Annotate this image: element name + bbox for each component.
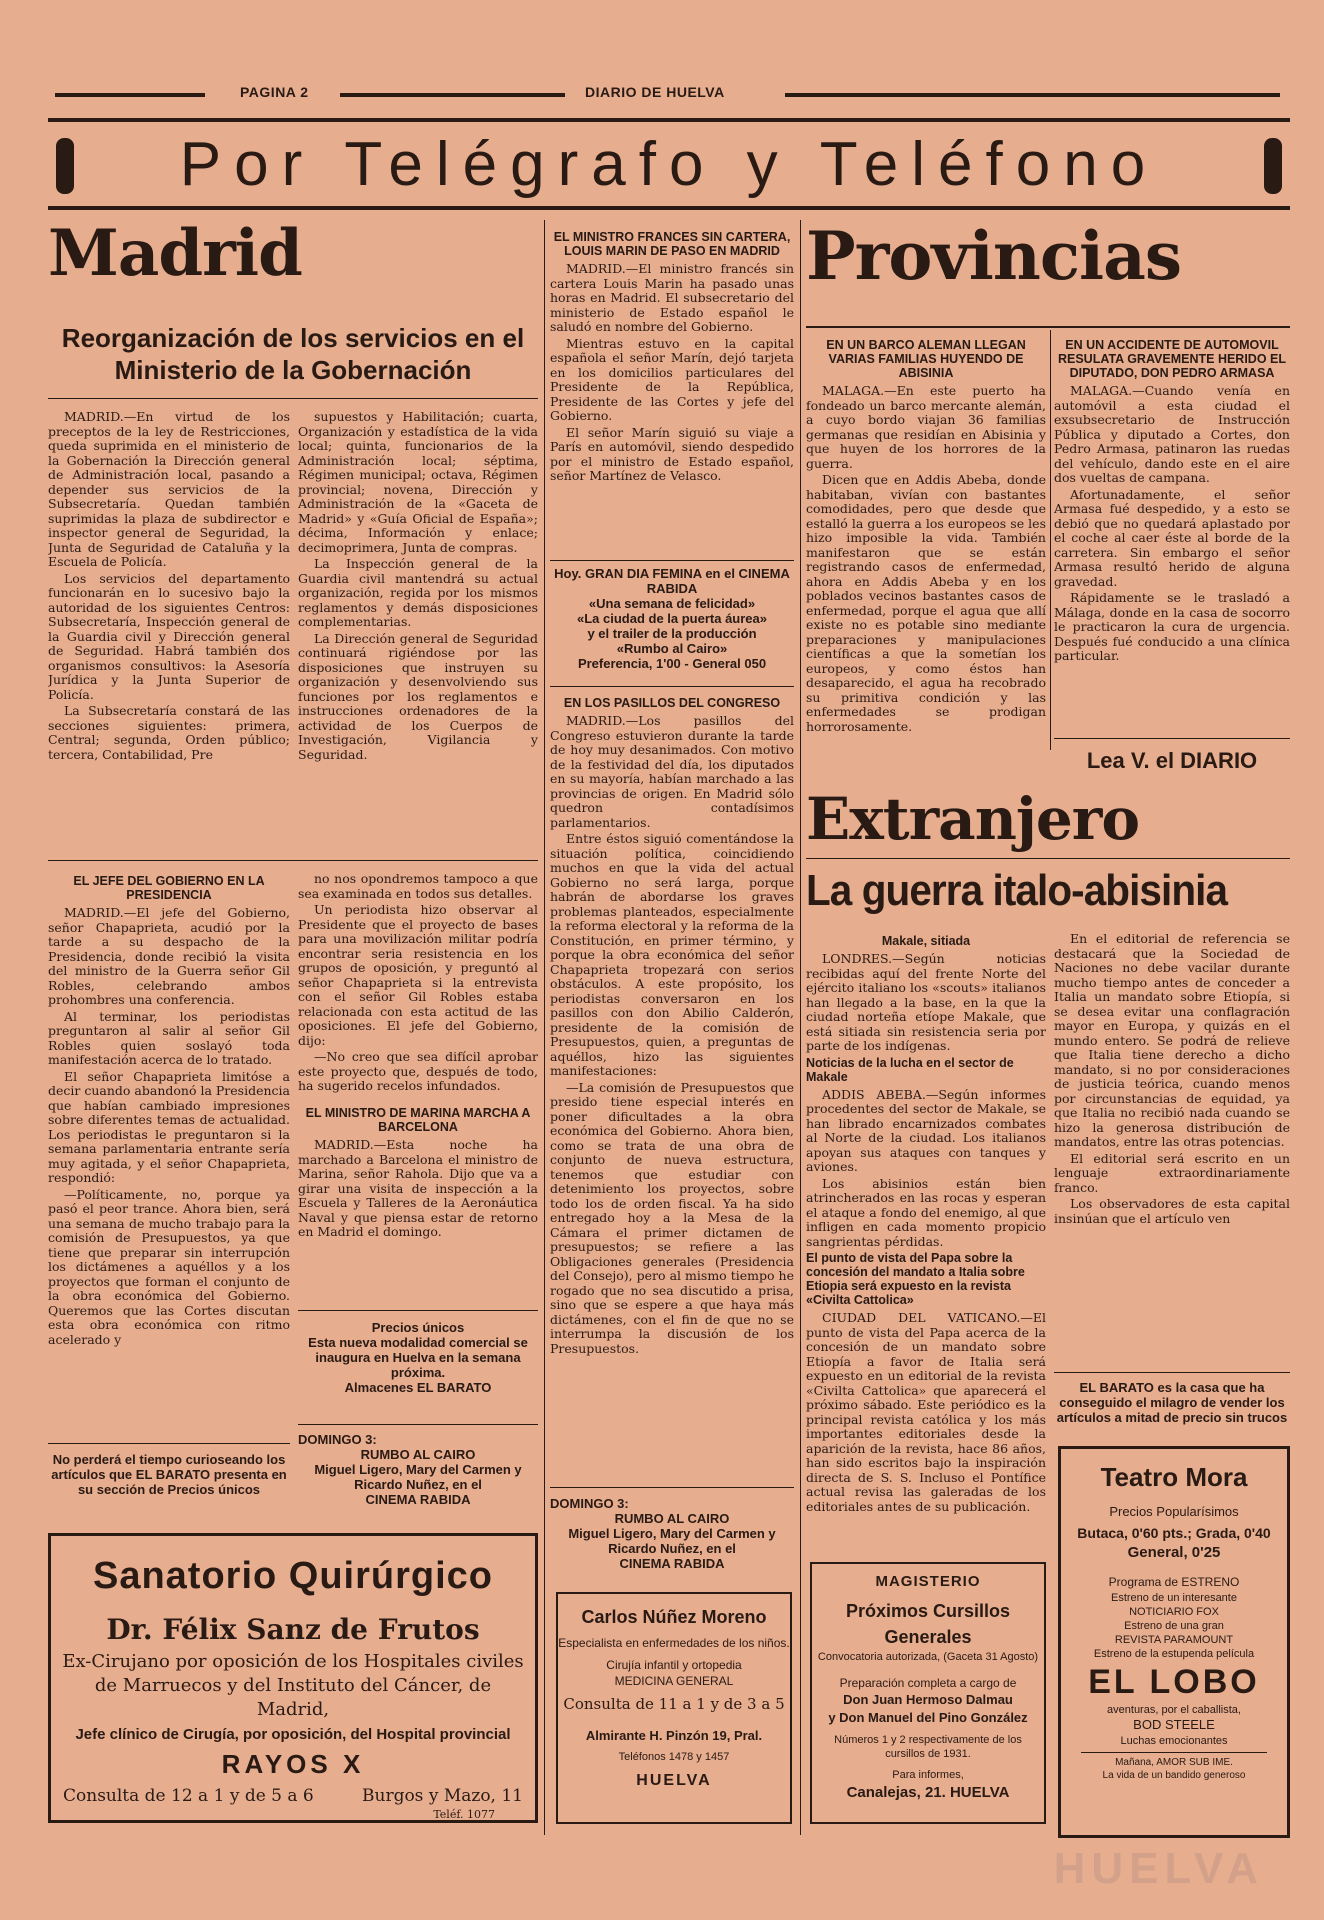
domingo-cast: Miguel Ligero, Mary del Carmen y Ricardo Nuñez, en el — [314, 1462, 522, 1492]
nunez-medicine: MEDICINA GENERAL — [614, 1674, 734, 1688]
article-title: EL MINISTRO DE MARINA MARCHA A BARCELONA — [305, 1106, 531, 1134]
paragraph: Al terminar, los periodistas preguntaron al salir al señor Gil Robles quien soslayó toda manifestación acerca de lo tratado. — [48, 1008, 290, 1067]
paragraph: MADRID.—Esta noche ha marchado a Barcelona el ministro de Marina, señor Rahola. Dijo que va a girar una visita de inspección a la Escuela y Talleres de la Aeronáutica Naval y que piensa estar de retorno en Madrid el domingo. — [298, 1137, 538, 1239]
paragraph: ADDIS ABEBA.—Según informes procedentes del sector de Makale, se han librado encarnizados combates al Norte de la ciudad. Los italianos apoyan sus ataques con tanques y aviones. — [806, 1086, 1046, 1174]
rayos-x: RAYOS X — [221, 1749, 365, 1779]
paragraph: Dicen que en Addis Abeba, donde habitaban, vivían con bastantes comodidades, pero que desde que estalló la guerra a los europeos se les hizo imposible la vida. También manifestaron que se están registrando casos de enfermedad, ahora en Addis Abeba y en los poblados vecinos bastantes casos de enfermedad, porque el agua que allí existe no es potable sino mediante preparaciones y manipulaciones científicas a que la sometían los europeos, y como éstos han desaparecido, el agua ha recobrado su primitiva condición y las enfermedades se prodigan horrorosamente. — [806, 472, 1046, 734]
jefe-article — [48, 872, 290, 1440]
paragraph: —No creo que sea difícil aprobar este proyecto que, después de todo, ha sugerido recelos infundados. — [298, 1049, 538, 1093]
teatro-e2: Estreno de una gran — [1124, 1620, 1224, 1632]
doctor-position: Jefe clínico de Cirugía, por oposición, del Hospital provincial — [75, 1726, 511, 1743]
pasillos-article — [550, 694, 794, 1510]
running-head — [40, 84, 1295, 104]
nunez-hours: Consulta de 11 a 1 y de 3 a 5 — [563, 1695, 785, 1713]
article-title: EN UN BARCO ALEMAN LLEGAN VARIAS FAMILIAS HUYENDO DE ABISINIA — [826, 338, 1026, 380]
teatro-butaca: Butaca, 0'60 pts.; Grada, 0'40 — [1077, 1525, 1271, 1541]
consulta-hours: Consulta de 12 a 1 y de 5 a 6 — [63, 1786, 314, 1806]
paragraph: Entre éstos siguió comentándose la situación política, coincidiendo muchos en que la vida del actual Gobierno no será larga, porque habrán de abordarse los graves problemas planteados, especialmente la reforma electoral y la reforma de la Constitución, en primer término, y porque la obra económica del señor Chapaprieta tropezará con serios obstáculos. A este propósito, los periodistas conversaron en los pasillos con don Abilio Calderón, presidente de la comisión de Presupuestos, quien, a preguntas de aquéllos, hizo las siguientes manifestaciones: — [550, 831, 794, 1078]
article-title: Noticias de la lucha en el sector de Makale — [806, 1055, 1014, 1084]
doctor-name: Carlos Núñez Moreno — [581, 1607, 767, 1627]
madrid-col2 — [298, 410, 538, 850]
magisterio-ad — [810, 1562, 1046, 1824]
barco-article — [806, 336, 1046, 776]
extranjero-col2 — [1054, 932, 1290, 1364]
madrid-headline: Reorganización de los servicios en el Ministerio de la Gobernación — [61, 323, 525, 385]
teatro-luchas: Luchas emocionantes — [1120, 1735, 1228, 1747]
paragraph: —La comisión de Presupuestos que presido tiene especial interés en poner dificultades a la obra económica del Gobierno. Ahora bien, como se trata de una obra de conjunto de nueva estructura, tenemos que estudiar con detenimiento los proyectos, sobre todo los de orden fiscal. Ya ha sido entregado hoy a la Mesa de la Cámara el primer dictamen de presupuestos; se refiere a las Obligaciones generales (Presidencia del Consejo), pero al mismo tiempo he rogado que no sea discutido a prisa, sino que se espere a que haya más dictámenes, con el fin de que no se interrumpa la discusión de los Presupuestos. — [550, 1079, 794, 1356]
no-perdera — [48, 1452, 290, 1522]
article-title: Makale, sitiada — [881, 934, 971, 948]
magisterio-prep: Preparación completa a cargo de — [839, 1676, 1017, 1690]
femina-line: Hoy. GRAN DIA FEMINA en el CINEMA RABIDA — [554, 566, 790, 596]
teacher-1: Don Juan Hermoso Dalmau — [843, 1692, 1013, 1707]
nunez-specialty: Especialista en enfermedades de los niños. — [558, 1636, 790, 1650]
rule — [550, 686, 794, 687]
domingo-date: DOMINGO 3: — [298, 1432, 377, 1447]
rule — [550, 1487, 794, 1488]
paragraph: La Subsecretaría constará de las secciones siguientes: primera, Central; segunda, Orden público; tercera, Contabilidad, Pre — [48, 703, 290, 762]
column-rule — [1050, 330, 1051, 750]
teacher-2: y Don Manuel del Pino González — [828, 1710, 1028, 1725]
article-title: EL MINISTRO FRANCES SIN CARTERA, LOUIS MARIN DE PASO EN MADRID — [553, 230, 791, 258]
paragraph: La Inspección general de la Guardia civil mantendrá su actual organización, regida por los mismos reglamentos y demás disposiciones complementarias. — [298, 556, 538, 629]
doctor-cv: Ex-Cirujano por oposición de los Hospitales civiles de Marruecos y del Instituto del Cáncer, de Madrid, — [62, 1651, 524, 1720]
paragraph: MALAGA.—Cuando venía en automóvil a esta ciudad el exsubsecretario de Instrucción Pública y diputado a Cortes, don Pedro Armasa, patinaron las ruedas del vehículo, dando este en el aire dos vueltas de campana. — [1054, 383, 1290, 485]
rule — [806, 858, 1290, 859]
banner-title: Por Telégrafo y Teléfono — [179, 129, 1159, 199]
paragraph: Un periodista hizo observar al Presidente que el proyecto de bases para una movilización militar podría encontrar seria resistencia en los grupos de oposición, y preguntó al señor Chapaprieta si la entrevista con el señor Gil Robles estaba relacionada con esta actitud de las oposiciones. El jefe del Gobierno, dijo: — [298, 902, 538, 1048]
domingo-date: DOMINGO 3: — [550, 1496, 629, 1511]
magisterio-address: Canalejas, 21. HUELVA — [846, 1784, 1010, 1801]
rule — [298, 1310, 538, 1311]
rule — [48, 1443, 290, 1444]
newspaper-name: DIARIO DE HUELVA — [585, 84, 725, 100]
banner — [48, 118, 1290, 210]
teatro-ad — [1058, 1446, 1290, 1838]
nunez-address: Almirante H. Pinzón 19, Pral. — [585, 1728, 763, 1743]
watermark: HUELVA — [1053, 1844, 1264, 1893]
teatro-e2b: REVISTA PARAMOUNT — [1114, 1634, 1234, 1646]
rule — [48, 398, 538, 399]
nunez-surgery: Cirujía infantil y ortopedia — [606, 1658, 742, 1672]
article-title: El punto de vista del Papa sobre la concesión del mandato a Italia sobre Etiopia será expuesto en la revista «Civilta Cattolica» — [806, 1251, 1025, 1307]
paragraph: Los abisinios están bien atrincherados en las rocas y esperan el ataque a fondo del enemigo, al que infligen en cada momento propicio sangrientas pérdidas. — [806, 1175, 1046, 1249]
doctor-name: Dr. Félix Sanz de Frutos — [106, 1613, 480, 1646]
femina-ad — [550, 566, 794, 676]
paragraph: MADRID.—El jefe del Gobierno, señor Chapaprieta, acudió por la tarde a su despacho de la Presidencia, donde recibió la visita del ministro de la Guerra señor Gil Robles, celebrando ambos prohombres una conferencia. — [48, 905, 290, 1007]
ornament-icon — [56, 138, 74, 194]
paragraph: MADRID.—En virtud de los preceptos de la ley de Restricciones, queda suprimida en el ministerio de la Gobernación la Dirección general de Administración local, pasando a depender sus servicios de la Subsecretaría. Quedan también suprimidas la plaza de subdirector e inspector general de Seguridad, la Junta de Seguridad de Cataluña y la Escuela de Policía. — [48, 410, 290, 569]
madrid-col1 — [48, 410, 290, 850]
barato-ad — [1054, 1380, 1290, 1440]
sanatorio-title: Sanatorio Quirúrgico — [92, 1555, 494, 1597]
nunez-phones: Teléfonos 1478 y 1457 — [618, 1751, 730, 1763]
magisterio-info: Para informes, — [892, 1769, 964, 1781]
paragraph: El editorial será escrito en un lenguaje extraordinariamente franco. — [1054, 1150, 1290, 1195]
precios-text: Esta nueva modalidad comercial se inaugura en Huelva en la semana próxima. — [308, 1335, 528, 1380]
teatro-general: General, 0'25 — [1127, 1544, 1221, 1561]
teatro-e1: Estreno de un interesante — [1111, 1592, 1237, 1604]
paragraph: En el editorial de referencia se destacará que la Sociedad de Naciones no debe vacilar durante mucho tiempo antes de conceder a Italia un mandato sobre Etiopía, si se desea evitar una conflagración mayor en Europa, y quizás en el mundo entero. Se podrá de relieve que Italia tiene derecho a dicho mandato, si no por consideraciones de justicia teórica, cuando menos por circunstancias de equidad, ya que Italia no recibió nada cuando se hizo la generosa distribución de mandatos, entre las otras potencias. — [1054, 932, 1290, 1149]
sanatorio-ad — [48, 1533, 538, 1823]
accidente-article — [1054, 336, 1290, 741]
extranjero-col1 — [806, 932, 1046, 1586]
femina-trailer: y el trailer de la producción — [587, 626, 757, 641]
paragraph: Rápidamente se le trasladó a Málaga, donde en la casa de socorro le practicaron la cura de urgencia. Después fué conducido a una clínica particular. — [1054, 590, 1290, 663]
paragraph: MADRID.—Los pasillos del Congreso estuvieron durante la tarde de hoy muy desanimados. Con motivo de la festividad del día, los diputados en su mayoría, habían marchado a las provincias de origen. En Madrid sólo quedron contadísimos parlamentarios. — [550, 713, 794, 830]
section-madrid: Madrid — [48, 216, 302, 291]
rule — [1054, 738, 1290, 739]
paragraph: MALAGA.—En este puerto ha fondeado un barco mercante alemán, a cuyo bordo viajan 36 familias germanas que residían en Abisinia y que huyen de los horrores de la guerra. — [806, 383, 1046, 471]
paragraph: Los observadores de esta capital insinúan que el artículo ven — [1054, 1196, 1290, 1226]
paragraph: El señor Chapaprieta limitóse a decir cuando abandonó la Presidencia que habían cambiado impresiones sobre diferentes temas de actualidad. Los periodistas le preguntaron si la semana parlamentaria entrante sería muy agitada, y el señor Chapaprieta, respondió: — [48, 1068, 290, 1185]
ornament-icon — [1264, 138, 1282, 194]
femina-film2: «La ciudad de la puerta áurea» — [576, 611, 768, 626]
sanatorio-address: Burgos y Mazo, 11 — [362, 1786, 523, 1806]
precios-sign: Almacenes EL BARATO — [344, 1380, 492, 1395]
paragraph: MADRID.—El ministro francés sin cartera Louis Marin ha pasado unas horas en Madrid. El subsecretario del ministerio de Estado español le saludó en nombre del Gobierno. — [550, 261, 794, 334]
teatro-av: aventuras, por el caballista, — [1107, 1704, 1241, 1716]
rule — [1081, 1752, 1267, 1753]
column-rule — [544, 220, 545, 1835]
paragraph: LONDRES.—Según noticias recibidas aquí del frente Norte del ejército italiano los «scouts» italianos han llegado a la base, en la que la ciudad norteña etíope Makale, que está sitiada sin resistencia seria por parte de los indígenas. — [806, 951, 1046, 1053]
paragraph: CIUDAD DEL VATICANO.—El punto de vista del Papa acerca de la concesión de un mandato sobre Etiopía a favor de Italia será expuesto en un editorial de la revista «Civilta Cattolica» que aparecerá el próximo sábado. Este periódico es la principal revista católica y los más importantes editoriales desde la aparición de la revista, hace 86 años, han sido escritos bajo la inspiración directa de S. S. Incluso el Pontífice actual revisa las galeradas de los editoriales antes de su publicación. — [806, 1310, 1046, 1514]
lea-diario: Lea V. el DIARIO — [1086, 748, 1258, 773]
page-number: PAGINA 2 — [240, 84, 309, 100]
magisterio-title: MAGISTERIO — [875, 1573, 981, 1590]
teatro-e3: Estreno de la estupenda película — [1093, 1648, 1255, 1660]
teatro-manana: Mañana, AMOR SUB IME. — [1115, 1757, 1233, 1768]
barato-text: EL BARATO es la casa que ha conseguido el milagro de vender los artículos a mitad de precio sin trucos — [1056, 1380, 1288, 1425]
paragraph: Mientras estuvo en la capital española el señor Marín, dejó tarjeta en los domicilios particulares del Presidente de la República, Presidente de las Cortes y jefe del Gobierno. — [550, 335, 794, 423]
paragraph: El señor Marín siguió su viaje a París en automóvil, siendo despedido por el ministro de Estado español, señor Martínez de Velasco. — [550, 424, 794, 483]
rule — [340, 93, 565, 97]
teatro-actor: BOD STEELE — [1133, 1717, 1215, 1732]
precios-unicos — [298, 1320, 538, 1425]
paragraph: La Dirección general de Seguridad continuará rigiéndose por las disposiciones que instruyen su organización y desenvolviendo sus funciones por los reglamentos e instrucciones ordenadores de la actividad de los Cuerpos de Investigación, Vigilancia y Seguridad. — [298, 630, 538, 762]
femina-film1: «Una semana de felicidad» — [588, 596, 756, 611]
section-provincias: Provincias — [806, 217, 1182, 295]
section-extranjero: Extranjero — [806, 785, 1140, 853]
magisterio-nums: Números 1 y 2 respectivamente de los cursillos de 1931. — [834, 1734, 1022, 1760]
teatro-title: Teatro Mora — [1100, 1462, 1248, 1492]
article-title: EL JEFE DEL GOBIERNO EN LA PRESIDENCIA — [73, 874, 265, 902]
rule — [298, 1424, 538, 1425]
article-title: EN UN ACCIDENTE DE AUTOMOVIL RESULATA GRAVEMENTE HERIDO EL DIPUTADO, DON PEDRO ARMASA — [1057, 338, 1286, 380]
magisterio-conv: Convocatoria autorizada, (Gaceta 31 Agosto) — [817, 1651, 1039, 1663]
no-perdera-text: No perderá el tiempo curioseando los artículos que EL BARATO presenta en su sección de Precios únicos — [51, 1452, 287, 1497]
nunez-city: HUELVA — [636, 1772, 712, 1789]
jefe-article-cont — [298, 872, 538, 1097]
paragraph: no nos opondremos tampoco a que sea examinada en todos sus detalles. — [298, 872, 538, 901]
rule — [48, 860, 538, 861]
domingo-ad-1 — [298, 1432, 538, 1522]
teatro-precios: Precios Popularísimos — [1109, 1504, 1239, 1519]
domingo-cast: Miguel Ligero, Mary del Carmen y Ricardo Nuñez, en el — [568, 1526, 776, 1556]
teatro-film: EL LOBO — [1088, 1663, 1260, 1701]
domingo-cinema: CINEMA RABIDA — [365, 1492, 471, 1507]
paragraph: supuestos y Habilitación; cuarta, Organización y estadística de la vida local; quinta, funcionarios de la Administración local; séptima, Régimen municipal; octava, Régimen provincial; novena, Dirección y Administración de la «Gaceta de Madrid» y «Guía Oficial de España»; décima, Información y enlace; decimoprimera, Junta de compras. — [298, 410, 538, 555]
magisterio-sub: Próximos Cursillos Generales — [845, 1601, 1011, 1647]
rule — [806, 326, 1290, 328]
extranjero-headline: La guerra italo-abisinia — [806, 866, 1228, 915]
domingo-ad-2 — [550, 1496, 794, 1586]
teatro-e1b: NOTICIARIO FOX — [1129, 1606, 1219, 1618]
teatro-programa: Programa de ESTRENO — [1108, 1575, 1240, 1589]
paragraph: Los servicios del departamento funcionarán en lo sucesivo bajo la autoridad de los siguientes Centros: Subsecretaría, Inspección general de la Guardia civil y Dirección general de Seguridad. Habrá también dos organismos consultivos: la Asesoría Jurídica y la Junta Superior de Policía. — [48, 570, 290, 702]
domingo-film: RUMBO AL CAIRO — [360, 1447, 476, 1462]
marin-article — [550, 228, 794, 593]
femina-film3: «Rumbo al Cairo» — [616, 641, 728, 656]
rule — [785, 93, 1280, 97]
domingo-cinema: CINEMA RABIDA — [619, 1556, 725, 1571]
precios-title: Precios únicos — [371, 1320, 465, 1335]
paragraph: —Políticamente, no, porque ya pasó el peor trance. Ahora bien, será una semana de mucho trabajo para la comisión de Presupuestos, ya que tiene que preparar sin interrupción los dictámenes a aquéllos y a los proyectos que forman el conjunto de la obra económica del Gobierno. Queremos que las Cortes discutan esta obra económica con ritmo acelerado y — [48, 1186, 290, 1347]
domingo-film: RUMBO AL CAIRO — [614, 1511, 730, 1526]
femina-prices: Preferencia, 1'00 - General 050 — [577, 656, 767, 671]
rule — [55, 93, 205, 97]
rule — [550, 560, 794, 561]
nunez-ad — [556, 1592, 792, 1824]
article-title: EN LOS PASILLOS DEL CONGRESO — [563, 696, 781, 710]
column-rule — [800, 220, 801, 1835]
teatro-vida: La vida de un bandido generoso — [1102, 1770, 1246, 1781]
paragraph: Afortunadamente, el señor Armasa fué despedido, y a esto se debió que no quedará aplastado por el coche al caer éste al borde de la carretera. Sin embargo el señor Armasa resultó herido de alguna gravedad. — [1054, 486, 1290, 589]
rule — [1054, 1372, 1290, 1373]
sanatorio-phone: Teléf. 1077 — [433, 1808, 495, 1821]
marina-article — [298, 1104, 538, 1324]
